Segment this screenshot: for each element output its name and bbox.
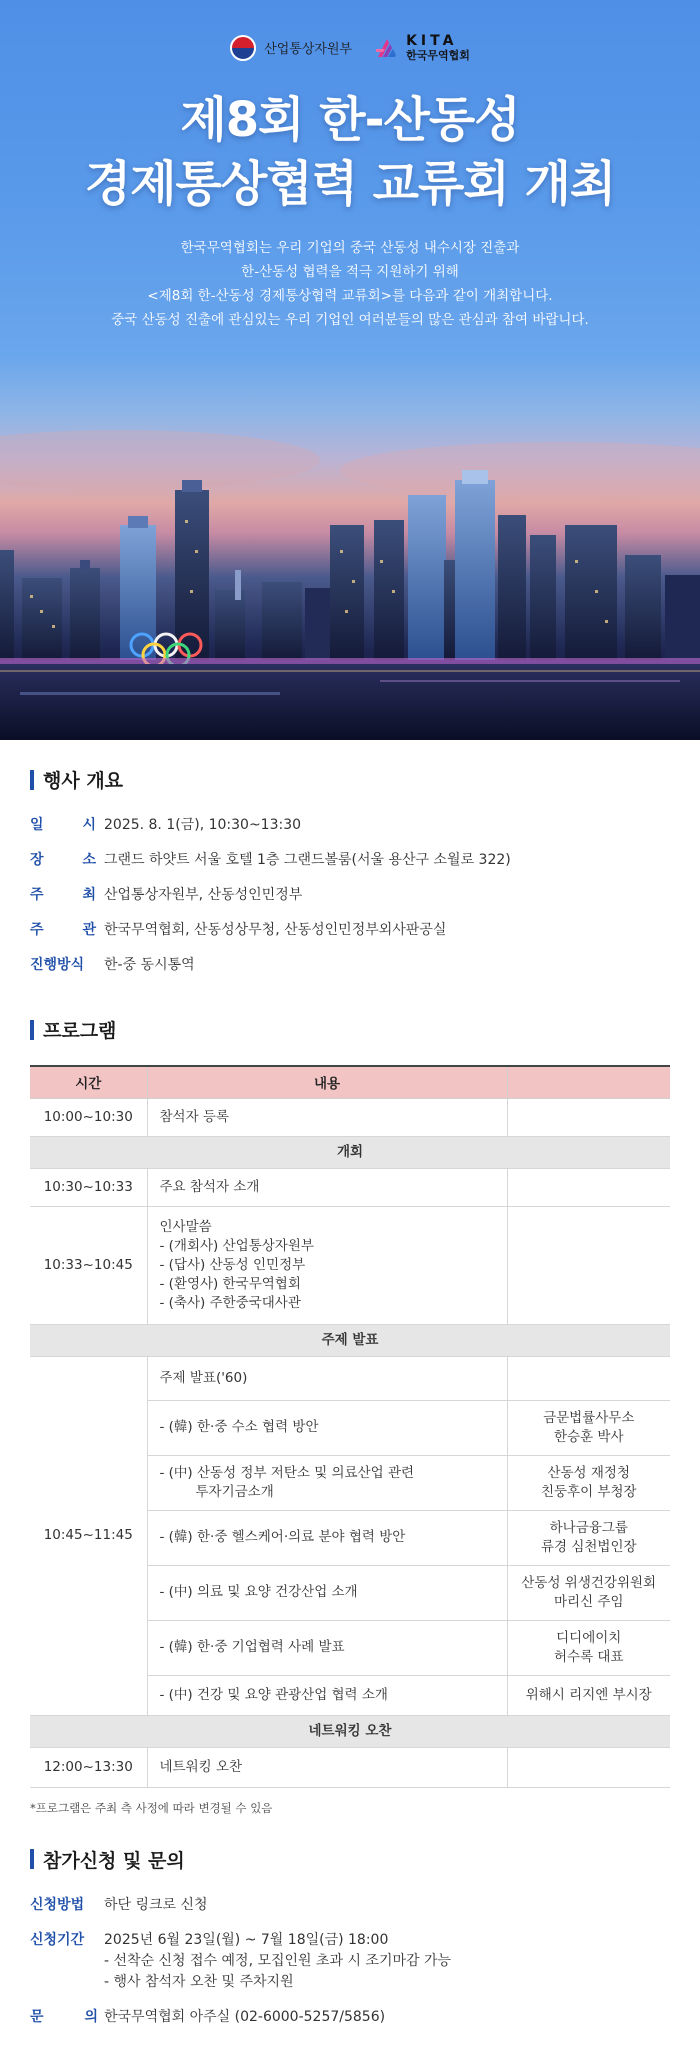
intro-line: 한국무역협회는 우리 기업의 중국 산동성 내수시장 진출과 — [180, 240, 520, 256]
city-skyline-image — [0, 320, 700, 740]
table-row — [30, 1168, 670, 1206]
title-line-2: 경제통상협력 교류회 개최 — [84, 156, 616, 212]
cell-speaker — [507, 1168, 670, 1206]
intro-line: 중국 산동성 진출에 관심있는 우리 기업인 여러분들의 많은 관심과 참여 바랍니다. — [111, 312, 589, 328]
intro-text — [0, 236, 700, 332]
info-value: 한-중 동시통역 — [104, 957, 195, 973]
info-key: 주 최 — [30, 887, 96, 903]
table-row — [30, 1206, 670, 1324]
info-key: 진행방식 — [30, 957, 85, 973]
apply-row-method — [30, 1895, 670, 1916]
col-header-time: 시간 — [30, 1066, 147, 1098]
intro-line: <제8회 한-산동성 경제통상협력 교류회>를 다음과 같이 개최합니다. — [147, 288, 553, 304]
page-title — [0, 88, 700, 216]
cell-content: - (韓) 한·중 기업협력 사례 발표 — [147, 1620, 507, 1675]
cell-content: 네트워킹 오찬 — [147, 1747, 507, 1787]
col-header-content: 내용 — [147, 1066, 507, 1098]
cell-speaker: 금문법률사무소 한승훈 박사 — [507, 1400, 670, 1455]
info-value: 한국무역협회 아주실 (02-6000-5257/5856) — [104, 2008, 386, 2025]
motie-logo — [230, 35, 352, 61]
cell-speaker — [507, 1356, 670, 1400]
table-header-row — [30, 1066, 670, 1098]
motie-logo-text: 산업통상자원부 — [264, 42, 353, 57]
cell-content: - (中) 의료 및 요양 건강산업 소개 — [147, 1565, 507, 1620]
group-row-lunch: 네트워킹 오찬 — [30, 1715, 670, 1747]
section-bar — [30, 770, 34, 790]
table-row — [30, 1356, 670, 1400]
cell-time: 10:00~10:30 — [30, 1098, 147, 1136]
apply-row-period — [30, 1930, 670, 1993]
cell-speaker — [507, 1206, 670, 1324]
cell-speaker: 산동성 재정청 친둥후이 부청장 — [507, 1455, 670, 1510]
kita-logo-en: KITA — [406, 33, 458, 49]
cell-speaker: 하나금융그룹 류경 심천법인장 — [507, 1510, 670, 1565]
cell-time: 10:33~10:45 — [30, 1206, 147, 1324]
table-row — [30, 1098, 670, 1136]
section-title-text: 참가신청 및 문의 — [43, 1849, 185, 1872]
info-key: 문 의 — [30, 2008, 98, 2025]
cell-content: - (韓) 한·중 수소 협력 방안 — [147, 1400, 507, 1455]
info-value: 그랜드 하얏트 서울 호텔 1층 그랜드볼룸(서울 용산구 소월로 322) — [104, 852, 511, 868]
taegeuk-icon — [230, 35, 256, 61]
overview-section-title — [30, 766, 670, 793]
title-line-1: 제8회 한-산동성 — [180, 92, 520, 148]
cell-content: 주요 참석자 소개 — [147, 1168, 507, 1206]
section-title-text: 행사 개요 — [43, 770, 124, 792]
hero-banner — [0, 0, 700, 740]
cell-content: 인사말씀 - (개회사) 산업통상자원부 - (답사) 산동성 인민정부 - (환영사) 한국무역협회 - (축사) 주한중국대사관 — [147, 1206, 507, 1324]
cell-content: - (韓) 한·중 헬스케어·의료 분야 협력 방안 — [147, 1510, 507, 1565]
program-table — [30, 1065, 670, 1788]
kita-mark-icon — [374, 35, 400, 61]
cell-speaker — [507, 1747, 670, 1787]
info-key: 신청기간 — [30, 1931, 85, 1948]
main-content — [0, 740, 700, 2062]
col-header-speaker — [507, 1066, 670, 1098]
apply-row-contact — [30, 2007, 670, 2028]
info-value: 2025년 6월 23일(월) ~ 7월 18일(금) 18:00 - 선착순 신청 접수 예정, 모집인원 초과 시 조기마감 가능 - 행사 참석자 오찬 및 주차지원 — [104, 1931, 452, 1990]
info-value: 산업통상자원부, 산동성인민정부 — [104, 887, 303, 903]
table-row — [30, 1747, 670, 1787]
section-bar — [30, 1020, 34, 1040]
overview-row-method — [30, 955, 670, 975]
overview-row-venue — [30, 850, 670, 870]
cell-speaker: 디디에이치 허수록 대표 — [507, 1620, 670, 1675]
info-key: 장 소 — [30, 852, 96, 868]
info-value: 한국무역협회, 산동성상무청, 산동성인민정부외사판공실 — [104, 922, 447, 938]
info-key: 주 관 — [30, 922, 96, 938]
intro-line: 한-산동성 협력을 적극 지원하기 위해 — [241, 264, 459, 280]
cell-time: 12:00~13:30 — [30, 1747, 147, 1787]
cell-time: 10:45~11:45 — [30, 1356, 147, 1715]
apply-section-title — [30, 1846, 670, 1873]
logo-bar — [0, 34, 700, 61]
cell-speaker: 위해시 리지엔 부시장 — [507, 1675, 670, 1715]
cell-time: 10:30~10:33 — [30, 1168, 147, 1206]
program-note: *프로그램은 주최 측 사정에 따라 변경될 수 있음 — [30, 1800, 273, 1815]
group-row-topics: 주제 발표 — [30, 1324, 670, 1356]
kita-logo — [374, 34, 470, 61]
overview-row-host — [30, 885, 670, 905]
section-bar — [30, 1849, 34, 1869]
section-title-text: 프로그램 — [43, 1020, 117, 1042]
program-section-title — [30, 1016, 670, 1043]
cell-speaker — [507, 1098, 670, 1136]
info-key: 신청방법 — [30, 1896, 85, 1913]
cell-content: 참석자 등록 — [147, 1098, 507, 1136]
group-row-opening: 개회 — [30, 1136, 670, 1168]
info-value: 2025. 8. 1(금), 10:30~13:30 — [104, 817, 302, 833]
info-key: 일 시 — [30, 817, 96, 833]
cell-content: - (中) 건강 및 요양 관광산업 협력 소개 — [147, 1675, 507, 1715]
overview-row-date — [30, 815, 670, 835]
cell-speaker: 산동성 위생건강위원회 마리신 주임 — [507, 1565, 670, 1620]
kita-logo-ko: 한국무역협회 — [406, 49, 470, 62]
overview-row-organizer — [30, 920, 670, 940]
info-value: 하단 링크로 신청 — [104, 1896, 208, 1913]
cell-content: - (中) 산동성 정부 저탄소 및 의료산업 관련 투자기금소개 — [147, 1455, 507, 1510]
cell-content: 주제 발표('60) — [147, 1356, 507, 1400]
